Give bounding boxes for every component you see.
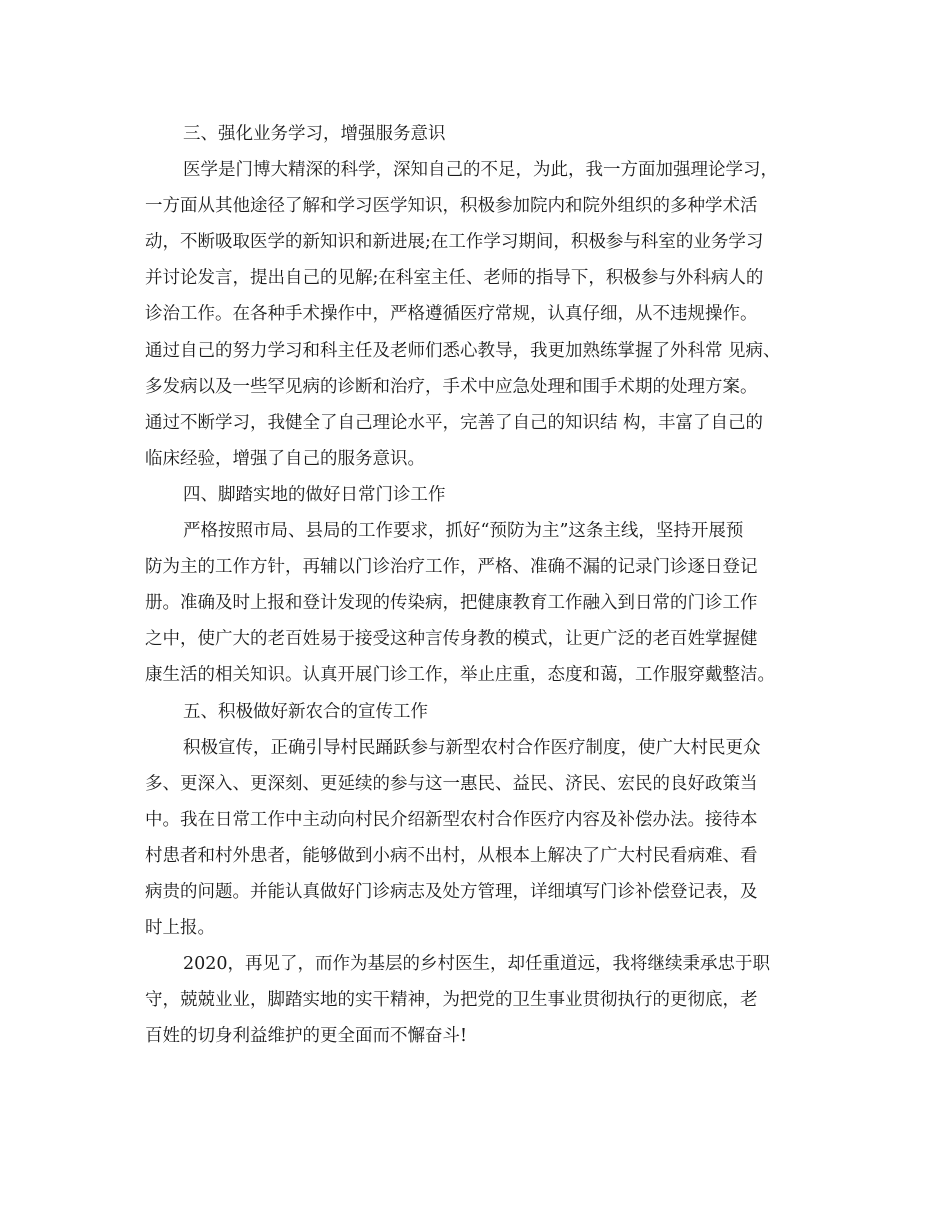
paragraph-line: 康生活的相关知识。认真开展门诊工作，举止庄重，态度和蔼，工作服穿戴整洁。 [145,665,775,686]
paragraph-line: 病贵的问题。并能认真做好门诊病志及处方管理，详细填写门诊补偿登记表，及 [145,881,758,902]
document-body [145,116,810,1054]
paragraph-line: 册。准确及时上报和登计发现的传染病，把健康教育工作融入到日常的门诊工作 [145,593,758,614]
section-heading: 五、积极做好新农合的宣传工作 [183,701,428,722]
paragraph-line: 中。我在日常工作中主动向村民介绍新型农村合作医疗内容及补偿办法。接待本 [145,809,758,830]
section-heading: 四、脚踏实地的做好日常门诊工作 [183,484,446,505]
paragraph-line: 严格按照市局、县局的工作要求，抓好“预防为主”这条主线，坚持开展预 [183,521,744,542]
paragraph-line: 百姓的切身利益维护的更全面而不懈奋斗! [145,1026,468,1047]
paragraph-line: 多、更深入、更深刻、更延续的参与这一惠民、益民、济民、宏民的良好政策当 [145,773,758,794]
paragraph-line: 村患者和村外患者，能够做到小病不出村，从根本上解决了广大村民看病难、看 [145,845,758,866]
paragraph-line: 通过自己的努力学习和科主任及老师们悉心教导，我更加熟练掌握了外科常 见病、 [145,340,781,361]
paragraph-line: 多发病以及一些罕见病的诊断和治疗，手术中应急处理和围手术期的处理方案。 [145,376,758,397]
paragraph-line: 诊治工作。在各种手术操作中，严格遵循医疗常规，认真仔细，从不违规操作。 [145,304,758,325]
paragraph-line: 并讨论发言，提出自己的见解;在科室主任、老师的指导下，积极参与外科病人的 [145,268,764,289]
paragraph-line: 一方面从其他途径了解和学习医学知识，积极参加院内和院外组织的多种学术活 [145,196,758,217]
paragraph-line: 动，不断吸取医学的新知识和新进展;在工作学习期间，积极参与科室的业务学习 [145,232,764,253]
paragraph-line: 之中，使广大的老百姓易于接受这种言传身教的模式，让更广泛的老百姓掌握健 [145,629,758,650]
paragraph-line: 时上报。 [145,918,215,939]
paragraph-line: 守，兢兢业业，脚踏实地的实干精神，为把党的卫生事业贯彻执行的更彻底，老 [145,990,758,1011]
section-heading: 三、强化业务学习，增强服务意识 [183,124,446,144]
paragraph-line: 医学是门博大精深的科学，深知自己的不足，为此，我一方面加强理论学习， [183,160,778,181]
paragraph-line: 防为主的工作方针，再辅以门诊治疗工作，严格、准确不漏的记录门诊逐日登记 [145,557,758,578]
paragraph-line: 2020，再见了，而作为基层的乡村医生，却任重道远，我将继续秉承忠于职 [183,954,771,975]
paragraph-line: 积极宣传，正确引导村民踊跃参与新型农村合作医疗制度，使广大村民更众 [183,737,761,758]
paragraph-line: 临床经验，增强了自己的服务意识。 [145,448,425,469]
paragraph-line: 通过不断学习，我健全了自己理论水平，完善了自己的知识结 构，丰富了自己的 [145,412,764,433]
